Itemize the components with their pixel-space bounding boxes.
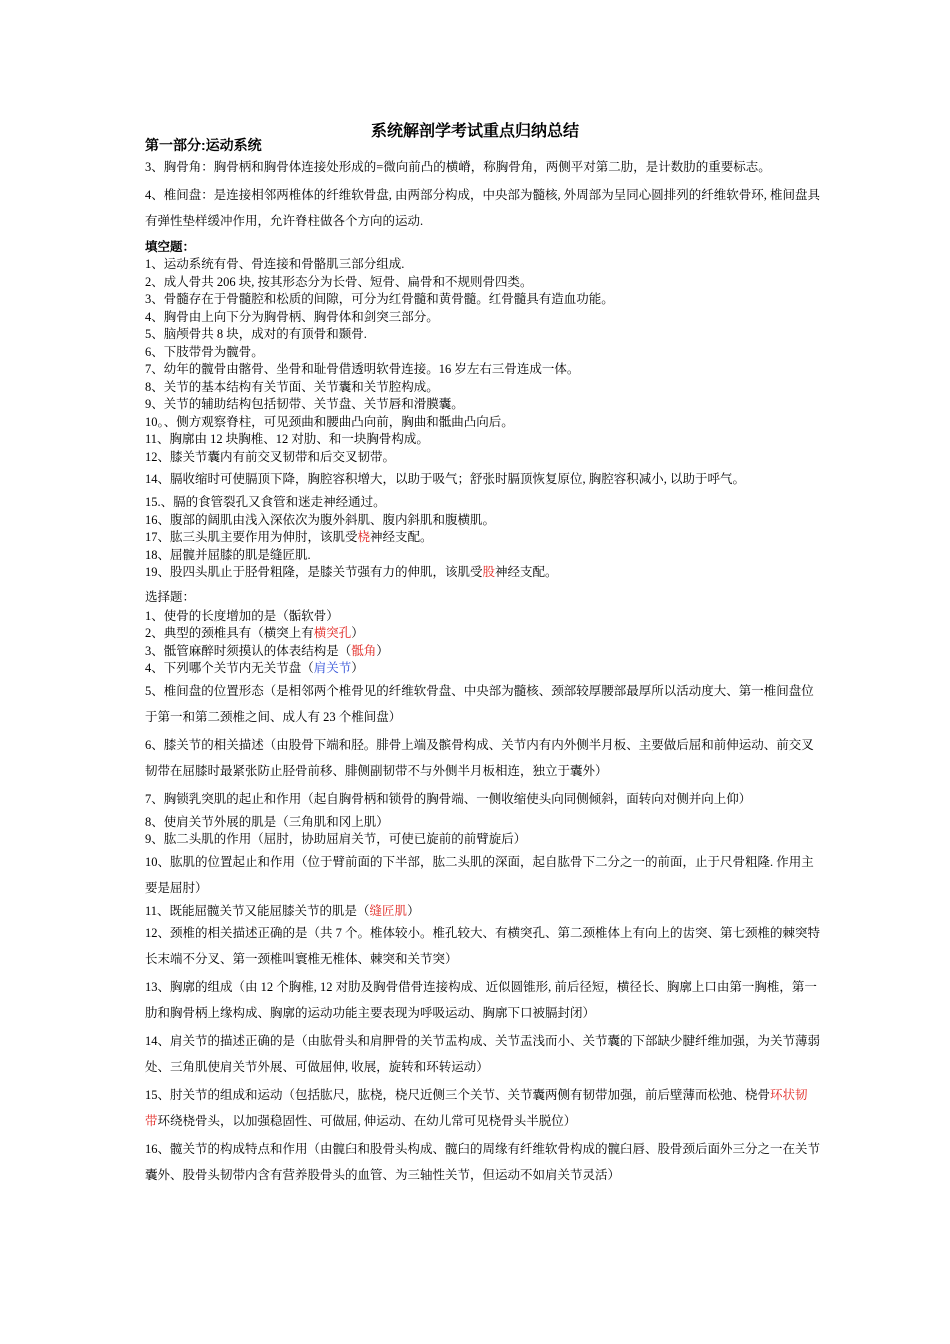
list-item: 9、肱二头肌的作用（屈肘，协助屈肩关节，可使已旋前的前臂旋后） xyxy=(145,832,527,846)
choice-heading: 选择题： xyxy=(145,589,196,604)
highlight-red: 骶角 xyxy=(351,643,377,658)
list-item: 7、幼年的髋骨由髂骨、坐骨和耻骨借透明软骨连接。16 岁左右三骨连成一体。 xyxy=(145,362,580,376)
list-item: 3、骨髓存在于骨髓腔和松质的间隙，可分为红骨髓和黄骨髓。红骨髓具有造血功能。 xyxy=(145,292,614,306)
list-item: 10、肱肌的位置起止和作用（位于臂前面的下半部，肱二头肌的深面，起自肱骨下二分之一的前面，止于尺骨粗隆. 作用主要是屈肘） xyxy=(145,854,814,895)
list-item: 12、颈椎的相关描述正确的是（共 7 个。椎体较小。椎孔较大、有横突孔、第二颈椎体上有向上的齿突、第七颈椎的棘突特长末端不分叉、第一颈椎叫寰椎无椎体、棘突和关节突） xyxy=(145,926,821,966)
highlight-red: 缝匠肌 xyxy=(369,903,408,918)
highlight-red: 横突孔 xyxy=(313,626,352,640)
list-item: 12、膝关节囊内有前交叉韧带和后交叉韧带。 xyxy=(145,449,396,464)
highlight-red: 桡 xyxy=(357,530,371,544)
list-item: 14、膈收缩时可使膈顶下降，胸腔容积增大，以助于吸气；舒张时膈顶恢复原位, 胸腔容积减小, 以助于呼气。 xyxy=(145,472,746,486)
list-item: 16、髋关节的构成特点和作用（由髋臼和股骨头构成、髋臼的周缘有纤维软骨构成的髋臼唇、股骨颈后面外三分之一在关节囊外、股骨头韧带内含有营养股骨头的血管、为三轴性关节，但运动不如肩关节灵活） xyxy=(145,1142,821,1182)
list-item: 6、膝关节的相关描述（由股骨下端和胫。腓骨上端及髌骨构成、关节内有内外侧半月板、主要做后屈和前伸运动、前交叉韧带在屈膝时最紧张防止胫骨前移、腓侧副韧带不与外侧半月板相连，独立于囊外） xyxy=(145,737,814,778)
list-item: 13、胸廓的组成（由 12 个胸椎, 12 对肋及胸骨借骨连接构成、近似圆锥形, 前后径短，横径长、胸廓上口由第一胸椎，第一肋和胸骨柄上缘构成、胸廓的运动功能主要表现为呼吸运动、胸廓下口被膈封闭） xyxy=(145,980,817,1020)
definition-item: 4、椎间盘：是连接相邻两椎体的纤维软骨盘, 由两部分构成，中央部为髓核, 外周部为呈同心圆排列的纤维软骨环, 椎间盘具有弹性垫样缓冲作用，允许脊柱做各个方向的运动. xyxy=(145,188,821,228)
definition-item: 3、胸骨角：胸骨柄和胸骨体连接处形成的=微向前凸的横嵴，称胸骨角，两侧平对第二肋，是计数肋的重要标志。 xyxy=(145,160,771,174)
list-item: 9、关节的辅助结构包括韧带、关节盘、关节唇和滑膜囊。 xyxy=(145,397,464,411)
item-text: 19、股四头肌止于胫骨粗隆，是膝关节强有力的伸肌，该肌受 xyxy=(145,565,483,579)
item-text: 11、既能屈髋关节又能屈膝关节的肌是（ xyxy=(145,903,370,918)
list-item xyxy=(145,529,820,547)
fill-in-heading: 填空题： xyxy=(145,240,196,254)
list-item: 15.、膈的食管裂孔又食管和迷走神经通过。 xyxy=(145,495,386,509)
item-text: 15、肘关节的组成和运动（包括肱尺，肱桡，桡尺近侧三个关节、关节囊两侧有韧带加强，前后壁薄而松弛、桡骨 xyxy=(145,1088,771,1102)
section-heading: 第一部分:运动系统 xyxy=(145,137,262,153)
list-item: 16、腹部的阔肌由浅入深依次为腹外斜肌、腹内斜肌和腹横肌。 xyxy=(145,512,496,527)
list-item: 5、脑颅骨共 8 块，成对的有顶骨和颞骨. xyxy=(145,327,367,341)
list-item: 7、胸锁乳突肌的起止和作用（起自胸骨柄和锁骨的胸骨端、一侧收缩使头向同侧倾斜，面转向对侧并向上仰） xyxy=(145,791,752,806)
list-item xyxy=(145,1082,820,1134)
item-text: 17、肱三头肌主要作用为伸肘，该肌受 xyxy=(145,530,358,544)
list-item xyxy=(145,660,820,678)
item-text: ） xyxy=(407,903,420,918)
list-item: 1、运动系统有骨、骨连接和骨骼肌三部分组成. xyxy=(145,257,405,271)
list-item: 8、关节的基本结构有关节面、关节囊和关节腔构成。 xyxy=(145,379,439,394)
highlight-blue: 肩关节 xyxy=(313,661,352,675)
document-body xyxy=(145,136,820,1190)
list-item xyxy=(145,643,820,661)
list-item: 18、屈髋并屈膝的肌是缝匠肌. xyxy=(145,547,311,562)
list-item: 14、肩关节的描述正确的是（由肱骨头和肩胛骨的关节盂构成、关节盂浅而小、关节囊的下部缺少腱纤维加强，为关节薄弱处、三角肌使肩关节外展、可做屈伸, 收展，旋转和环转运动） xyxy=(145,1034,821,1074)
highlight-red: 股 xyxy=(482,565,496,579)
list-item: 11、胸廓由 12 块胸椎、12 对肋、和一块胸骨构成。 xyxy=(145,432,429,446)
list-item: 6、下肢带骨为髋骨。 xyxy=(145,344,264,359)
list-item: 4、胸骨由上向下分为胸骨柄、胸骨体和剑突三部分。 xyxy=(145,309,439,324)
choice-list xyxy=(145,608,820,1189)
document-title: 系统解剖学考试重点归纳总结 xyxy=(370,123,579,140)
list-item xyxy=(145,903,820,921)
list-item xyxy=(145,564,820,582)
item-text: ） xyxy=(376,643,389,658)
list-item: 2、成人骨共 206 块, 按其形态分为长骨、短骨、扁骨和不规则骨四类。 xyxy=(145,274,533,289)
list-item: 5、椎间盘的位置形态（是相邻两个椎骨见的纤维软骨盘、中央部为髓核、颈部较厚腰部最厚所以活动度大、第一椎间盘位于第一和第二颈椎之间、成人有 23 个椎间盘） xyxy=(145,683,814,724)
item-text: 环绕桡骨头，以加强稳固性、可做屈, 伸运动、在幼儿常可见桡骨头半脱位） xyxy=(157,1114,577,1128)
list-item xyxy=(145,625,820,643)
fill-in-list xyxy=(145,256,820,582)
item-text: 3、骶管麻醉时须摸认的体表结构是（ xyxy=(145,643,352,658)
list-item: 10。、侧方观察脊柱，可见颈曲和腰曲凸向前，胸曲和骶曲凸向后。 xyxy=(145,414,514,429)
item-text: 4、下列哪个关节内无关节盘（ xyxy=(145,661,314,675)
list-item: 1、使骨的长度增加的是（骺软骨） xyxy=(145,608,339,623)
item-text: ） xyxy=(351,626,364,640)
list-item: 8、使肩关节外展的肌是（三角肌和冈上肌） xyxy=(145,814,389,829)
item-text: ） xyxy=(351,661,364,675)
item-text: 2、典型的颈椎具有（横突上有 xyxy=(145,626,314,640)
highlight-red: 环状韧带 xyxy=(145,1088,808,1128)
item-text: 神经支配。 xyxy=(495,565,558,579)
item-text: 神经支配。 xyxy=(370,530,433,544)
